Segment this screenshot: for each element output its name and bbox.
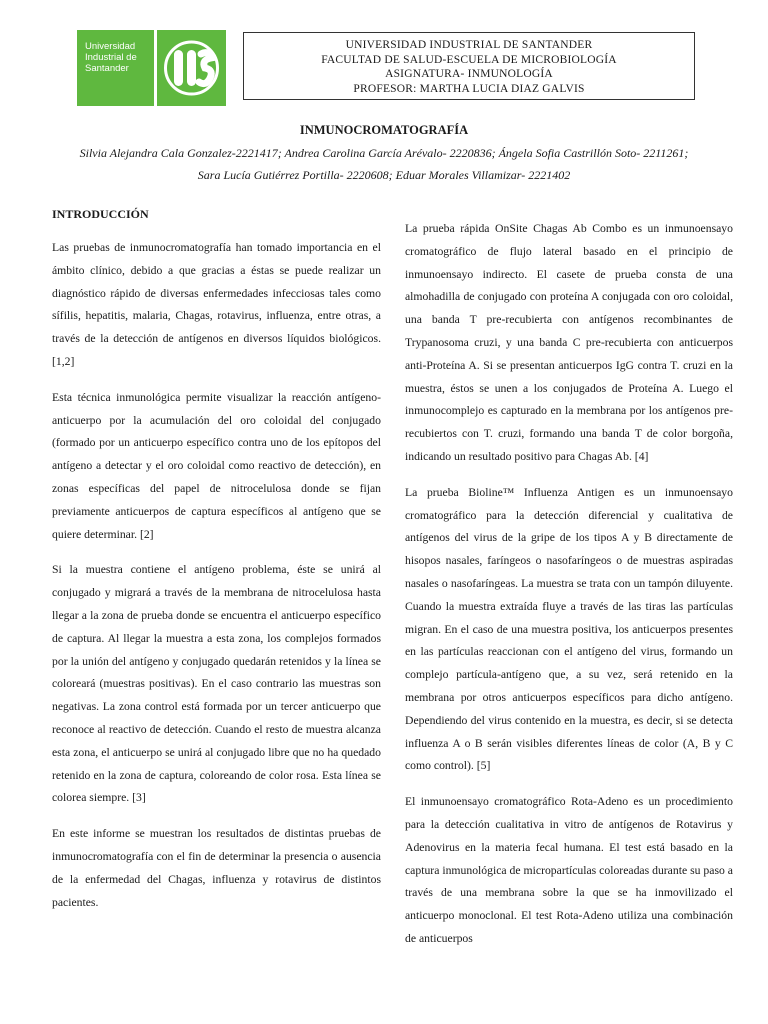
left-column — [52, 204, 381, 927]
university-logo-text — [77, 30, 154, 106]
logo-line: Santander — [85, 63, 129, 74]
authors-line: Silvia Alejandra Cala Gonzalez-2221417; Andrea Carolina García Arévalo- 2220836; Ángela Sofia Castrillón Soto- 2211261; — [79, 146, 689, 160]
section-heading: INTRODUCCIÓN — [52, 207, 149, 221]
paragraph: Las pruebas de inmunocromatografía han tomado importancia en el ámbito clínico, debido a que gracias a éstas se puede realizar un diagnóstico rápido de diversas enfermedades infecciosas tales como sífilis, hepatitis, malaria, Chagas, rotavirus, influenza, entre otras, a través de la detección de antígenos en diversos líquidos biológicos. [1,2] — [52, 241, 381, 368]
paragraph: El inmunoensayo cromatográfico Rota-Adeno es un procedimiento para la detección cualitativa in vitro de antígenos de Rotavirus y Adenovirus en la materia fecal humana. El test está basado en la captura inmunológica de micropartículas coloreadas durante su paso a través de una membrana sobre la que se ha inmovilizado el anticuerpo monoclonal. El test Rota-Adeno utiliza una combinación de anticuerpos — [405, 795, 733, 945]
university-logo-icon — [157, 30, 226, 106]
header-line: UNIVERSIDAD INDUSTRIAL DE SANTANDER — [345, 39, 593, 51]
paragraph: Esta técnica inmunológica permite visualizar la reacción antígeno-anticuerpo por la acumulación del oro coloidal del conjugado (formado por un anticuerpo específico contra uno de los epítopos del antígeno a detectar y el oro coloidal como reactivo de detección), en zonas específicas del papel de nitrocelulosa donde se fijan previamente anticuerpos de captura específicos al antígeno que se quiere determinar. [2] — [52, 390, 381, 541]
document-title: INMUNOCROMATOGRAFÍA — [299, 123, 469, 137]
paragraph: La prueba Bioline™ Influenza Antigen es un inmunoensayo cromatográfico para la detección diferencial y cualitativa de antígenos del virus de la gripe de los tipos A y B directamente de hisopos nasales, faríngeos o nasofaríngeos o de muestras aspiradas nasales o nasofaríngeas. La muestra se trata con un tampón diluyente. Cuando la muestra extraída fluye a través de las tiras las partículas migran. En el caso de una muestra positiva, los anticuerpos presentes en las partículas reaccionan con el antígeno del virus, formando un complejo partícula-antígeno que, a su vez, será retenido en la membrana por otros anticuerpos específicos para dicho antígeno. Dependiendo del virus contenido en la muestra, es decir, si se detecta influenza A o B serán visibles diferentes líneas de color (A, B y C como control). [5] — [405, 485, 733, 773]
paragraph: En este informe se muestran los resultados de distintas pruebas de inmunocromatografía con el fin de determinar la presencia o ausencia de la enfermedad del Chagas, influenza y rotavirus de distintos pacientes. — [52, 827, 381, 909]
paragraph: La prueba rápida OnSite Chagas Ab Combo es un inmunoensayo cromatográfico de flujo lateral basado en el principio de inmunoensayo indirecto. El casete de prueba consta de una almohadilla de conjugado con proteína A conjugada con oro coloidal, una banda T pre-recubierta con antígenos recombinantes de Trypanosoma cruzi, y una banda C pre-recubierta con anticuerpos anti-Proteína A. Si se presentan anticuerpos IgG contra T. cruzi en la muestra, éstos se unen a los conjugados de Proteína A. Luego el inmunocomplejo es capturado en la membrana por los antígenos pre-recubiertos con T. cruzi, formando una banda T de color borgoña, indicando un resultado positivo para Chagas Ab. [4] — [405, 222, 733, 463]
logo-line: Universidad — [85, 41, 136, 52]
logo-line: Industrial de — [85, 52, 137, 63]
header-line: FACULTAD DE SALUD-ESCUELA DE MICROBIOLOGÍA — [321, 53, 617, 66]
header-line: ASIGNATURA- INMUNOLOGÍA — [385, 68, 553, 80]
institution-header — [243, 32, 695, 100]
header-line: PROFESOR: MARTHA LUCIA DIAZ GALVIS — [353, 82, 585, 95]
right-column — [405, 218, 733, 964]
paragraph: Si la muestra contiene el antígeno problema, éste se unirá al conjugado y migrará a través de la membrana de nitrocelulosa hasta llegar a la zona de prueba donde se encuentra el anticuerpo específico de captura. Al llegar la muestra a esta zona, los complejos formados por la unión del antígeno y conjugado quedarán retenidos y la línea se coloreará (muestras positivas). En el caso contrario las muestras son negativas. La zona control está formada por un tercer anticuerpo que reconoce al reactivo de detección. Cuando el resto de muestra alcanza esta zona, el anticuerpo se unirá al conjugado libre que no ha quedado retenido en la zona de captura, coloreando de color rosa. Esta línea se colorea siempre. [3] — [52, 563, 381, 805]
authors-line: Sara Lucía Gutiérrez Portilla- 2220608; Eduar Morales Villamizar- 2221402 — [197, 168, 571, 182]
